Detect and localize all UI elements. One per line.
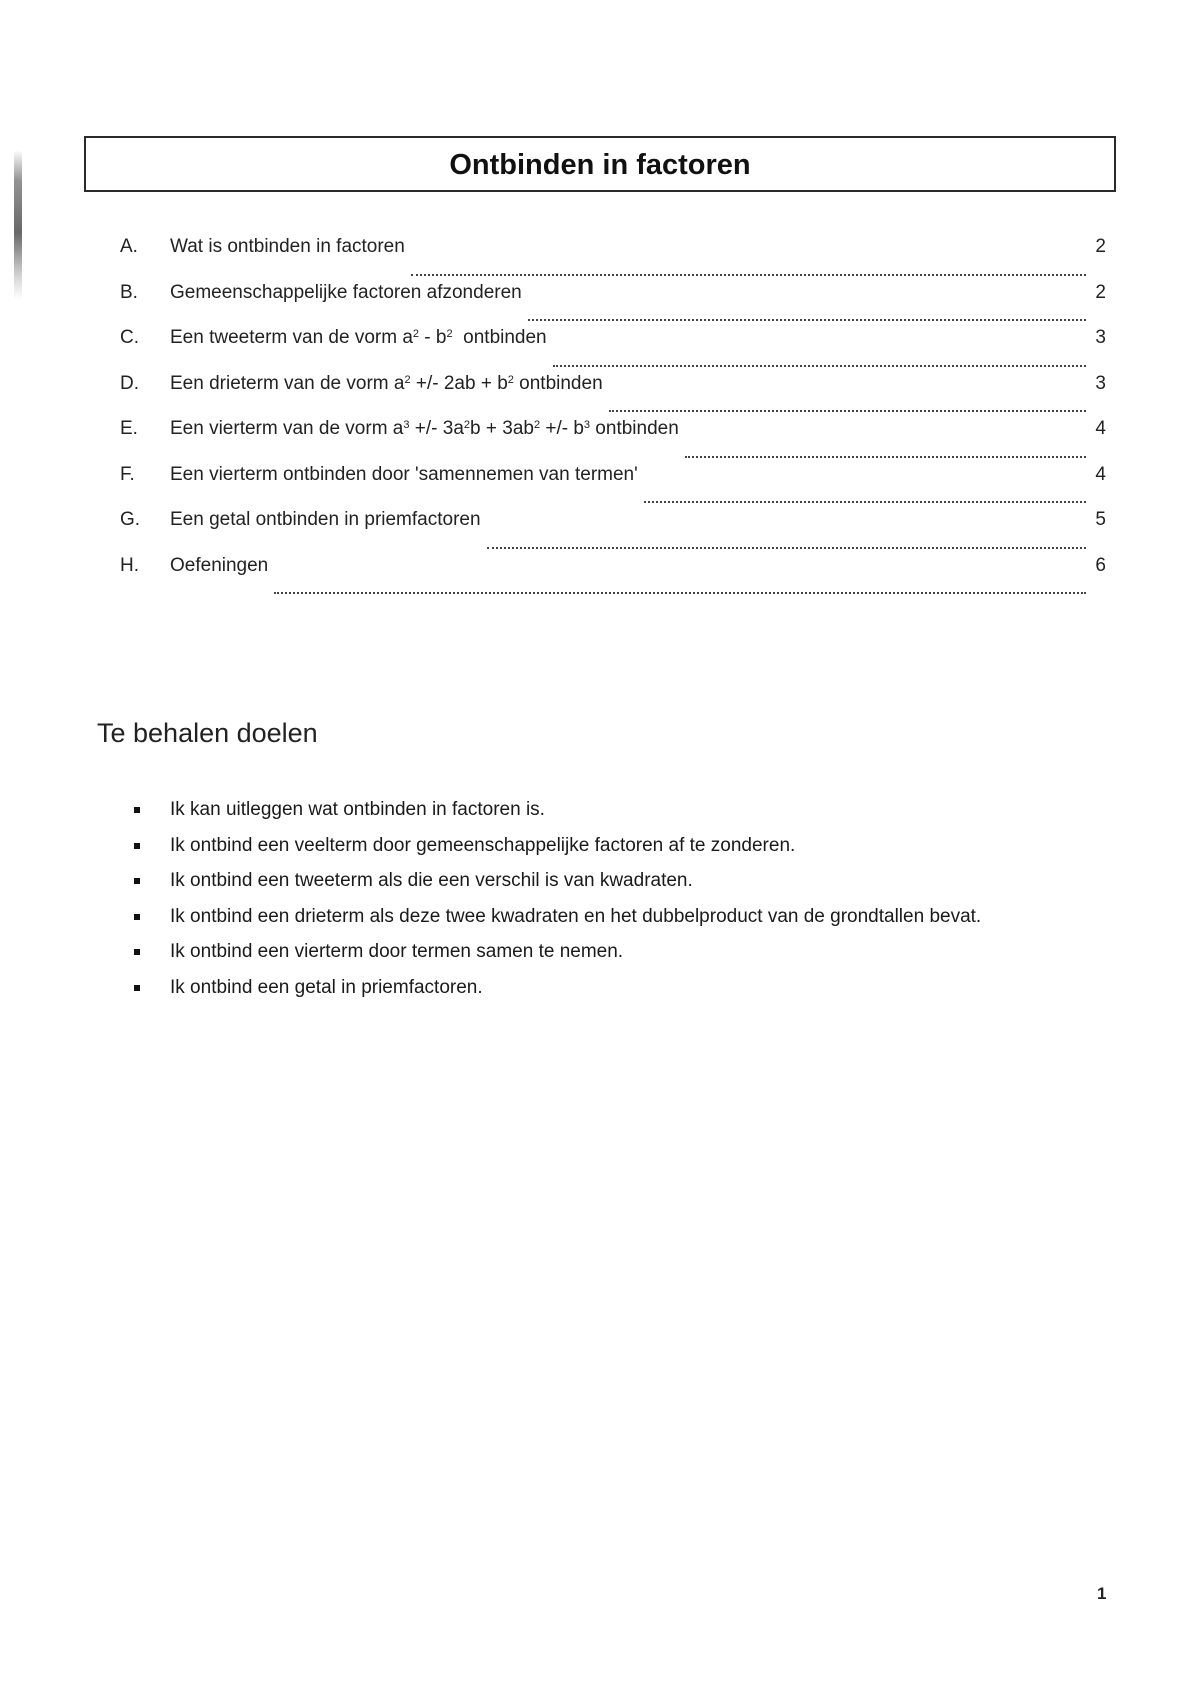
toc-entry-leader-dots	[274, 592, 1086, 594]
toc-entry-leader-dots	[487, 547, 1086, 549]
toc-entry-exponent: 2	[446, 328, 453, 340]
toc-entry-label-text: Een getal ontbinden in priemfactoren	[170, 509, 481, 530]
goal-text: Ik ontbind een vierterm door termen samen te nemen.	[170, 941, 624, 962]
toc-entry-label	[170, 509, 481, 531]
toc-entry-page: 6	[1095, 554, 1106, 576]
toc-entry-label	[170, 418, 679, 440]
toc-entry-label-text: - b	[419, 327, 447, 348]
toc-entry-page: 3	[1095, 372, 1106, 394]
goal-text: Ik ontbind een getal in priemfactoren.	[170, 976, 483, 998]
toc-entry-label-text: Een vierterm ontbinden door 'samennemen van termen'	[170, 463, 638, 485]
toc-entry-label	[170, 236, 405, 258]
toc-entry-letter: A.	[120, 236, 138, 257]
table-of-contents	[120, 236, 1106, 600]
square-bullet-icon	[134, 843, 140, 849]
goal-text: Ik kan uitleggen wat ontbinden in factoren is.	[170, 799, 545, 820]
toc-entry-label-text: Wat is ontbinden in factoren	[170, 236, 405, 257]
goal-text: Ik ontbind een tweeterm als die een verschil is van kwadraten.	[170, 870, 693, 891]
toc-entry-page: 4	[1095, 418, 1106, 439]
toc-entry-label-text: +/- 3a	[409, 418, 464, 439]
toc-entry-leader-dots	[411, 274, 1086, 276]
toc-entry-letter: E.	[120, 418, 138, 439]
toc-entry-leader-dots	[644, 501, 1086, 503]
toc-entry-letter: H.	[120, 554, 139, 576]
toc-entry-label-text: +/- 2ab + b	[410, 372, 508, 394]
toc-entry-page: 2	[1095, 236, 1106, 257]
toc-entry-exponent: 2	[533, 419, 541, 431]
toc-entry-label	[170, 555, 268, 577]
toc-entry-leader-dots	[685, 456, 1086, 458]
toc-entry-letter: C.	[120, 327, 139, 348]
toc-entry-letter: G.	[120, 509, 141, 530]
toc-entry-exponent: 2	[463, 419, 471, 431]
toc-entry	[120, 373, 1106, 419]
toc-entry-label-text: +/- b	[540, 418, 584, 439]
goals-heading: Te behalen doelen	[97, 718, 318, 748]
page-number: 1	[1097, 1584, 1107, 1603]
toc-entry-label-text: ontbinden	[590, 418, 679, 439]
toc-entry	[120, 236, 1106, 282]
toc-entry	[120, 327, 1106, 373]
toc-entry-page: 5	[1095, 509, 1106, 530]
toc-entry-label-text: Een drieterm van de vorm a	[170, 372, 405, 394]
toc-entry-label-text: Een tweeterm van de vorm a	[170, 327, 413, 348]
toc-entry-exponent: 2	[412, 328, 420, 340]
goal-item	[130, 828, 1080, 864]
square-bullet-icon	[134, 949, 140, 955]
toc-entry-label	[170, 464, 638, 486]
toc-entry	[120, 509, 1106, 555]
toc-entry-leader-dots	[553, 365, 1086, 367]
square-bullet-icon	[134, 985, 140, 991]
title-box	[84, 136, 1116, 192]
toc-entry	[120, 464, 1106, 510]
toc-entry-letter: F.	[120, 463, 135, 485]
toc-entry-exponent: 3	[583, 419, 591, 431]
toc-entry-leader-dots	[609, 410, 1086, 412]
goal-item	[130, 792, 1080, 828]
toc-entry-label	[170, 373, 603, 395]
square-bullet-icon	[134, 807, 140, 813]
toc-entry-label-text: b + 3ab	[470, 418, 534, 439]
goal-text: Ik ontbind een drieterm als deze twee kwadraten en het dubbelproduct van de grondtallen bevat.	[170, 905, 982, 927]
toc-entry	[120, 282, 1106, 328]
toc-entry-page: 4	[1095, 463, 1106, 485]
toc-entry-exponent: 2	[404, 373, 411, 386]
goal-text: Ik ontbind een veelterm door gemeenschappelijke factoren af te zonderen.	[170, 834, 796, 856]
toc-entry-label-text: Oefeningen	[170, 554, 269, 576]
toc-entry-letter: B.	[120, 281, 138, 303]
toc-entry-page: 3	[1095, 327, 1106, 348]
toc-entry-leader-dots	[528, 319, 1086, 321]
toc-entry-page: 2	[1095, 281, 1106, 303]
goals-list	[130, 792, 1080, 1005]
toc-entry	[120, 418, 1106, 464]
toc-entry-exponent: 2	[507, 373, 514, 386]
goal-item	[130, 863, 1080, 899]
toc-entry-label-text: Een vierterm van de vorm a	[170, 418, 404, 439]
toc-entry-label-text: Gemeenschappelijke factoren afzonderen	[170, 281, 522, 303]
scan-artifact	[14, 150, 22, 300]
page-title: Ontbinden in factoren	[449, 149, 751, 181]
goal-item	[130, 899, 1080, 935]
goal-item	[130, 970, 1080, 1006]
toc-entry	[120, 555, 1106, 601]
toc-entry-label	[170, 327, 547, 349]
toc-entry-label-text: ontbinden	[513, 372, 603, 394]
toc-entry-label-text: ontbinden	[452, 327, 547, 348]
toc-entry-exponent: 3	[403, 419, 410, 431]
toc-entry-label	[170, 282, 522, 304]
toc-entry-letter: D.	[120, 372, 139, 394]
goal-item	[130, 934, 1080, 970]
square-bullet-icon	[134, 914, 140, 920]
square-bullet-icon	[134, 878, 140, 884]
